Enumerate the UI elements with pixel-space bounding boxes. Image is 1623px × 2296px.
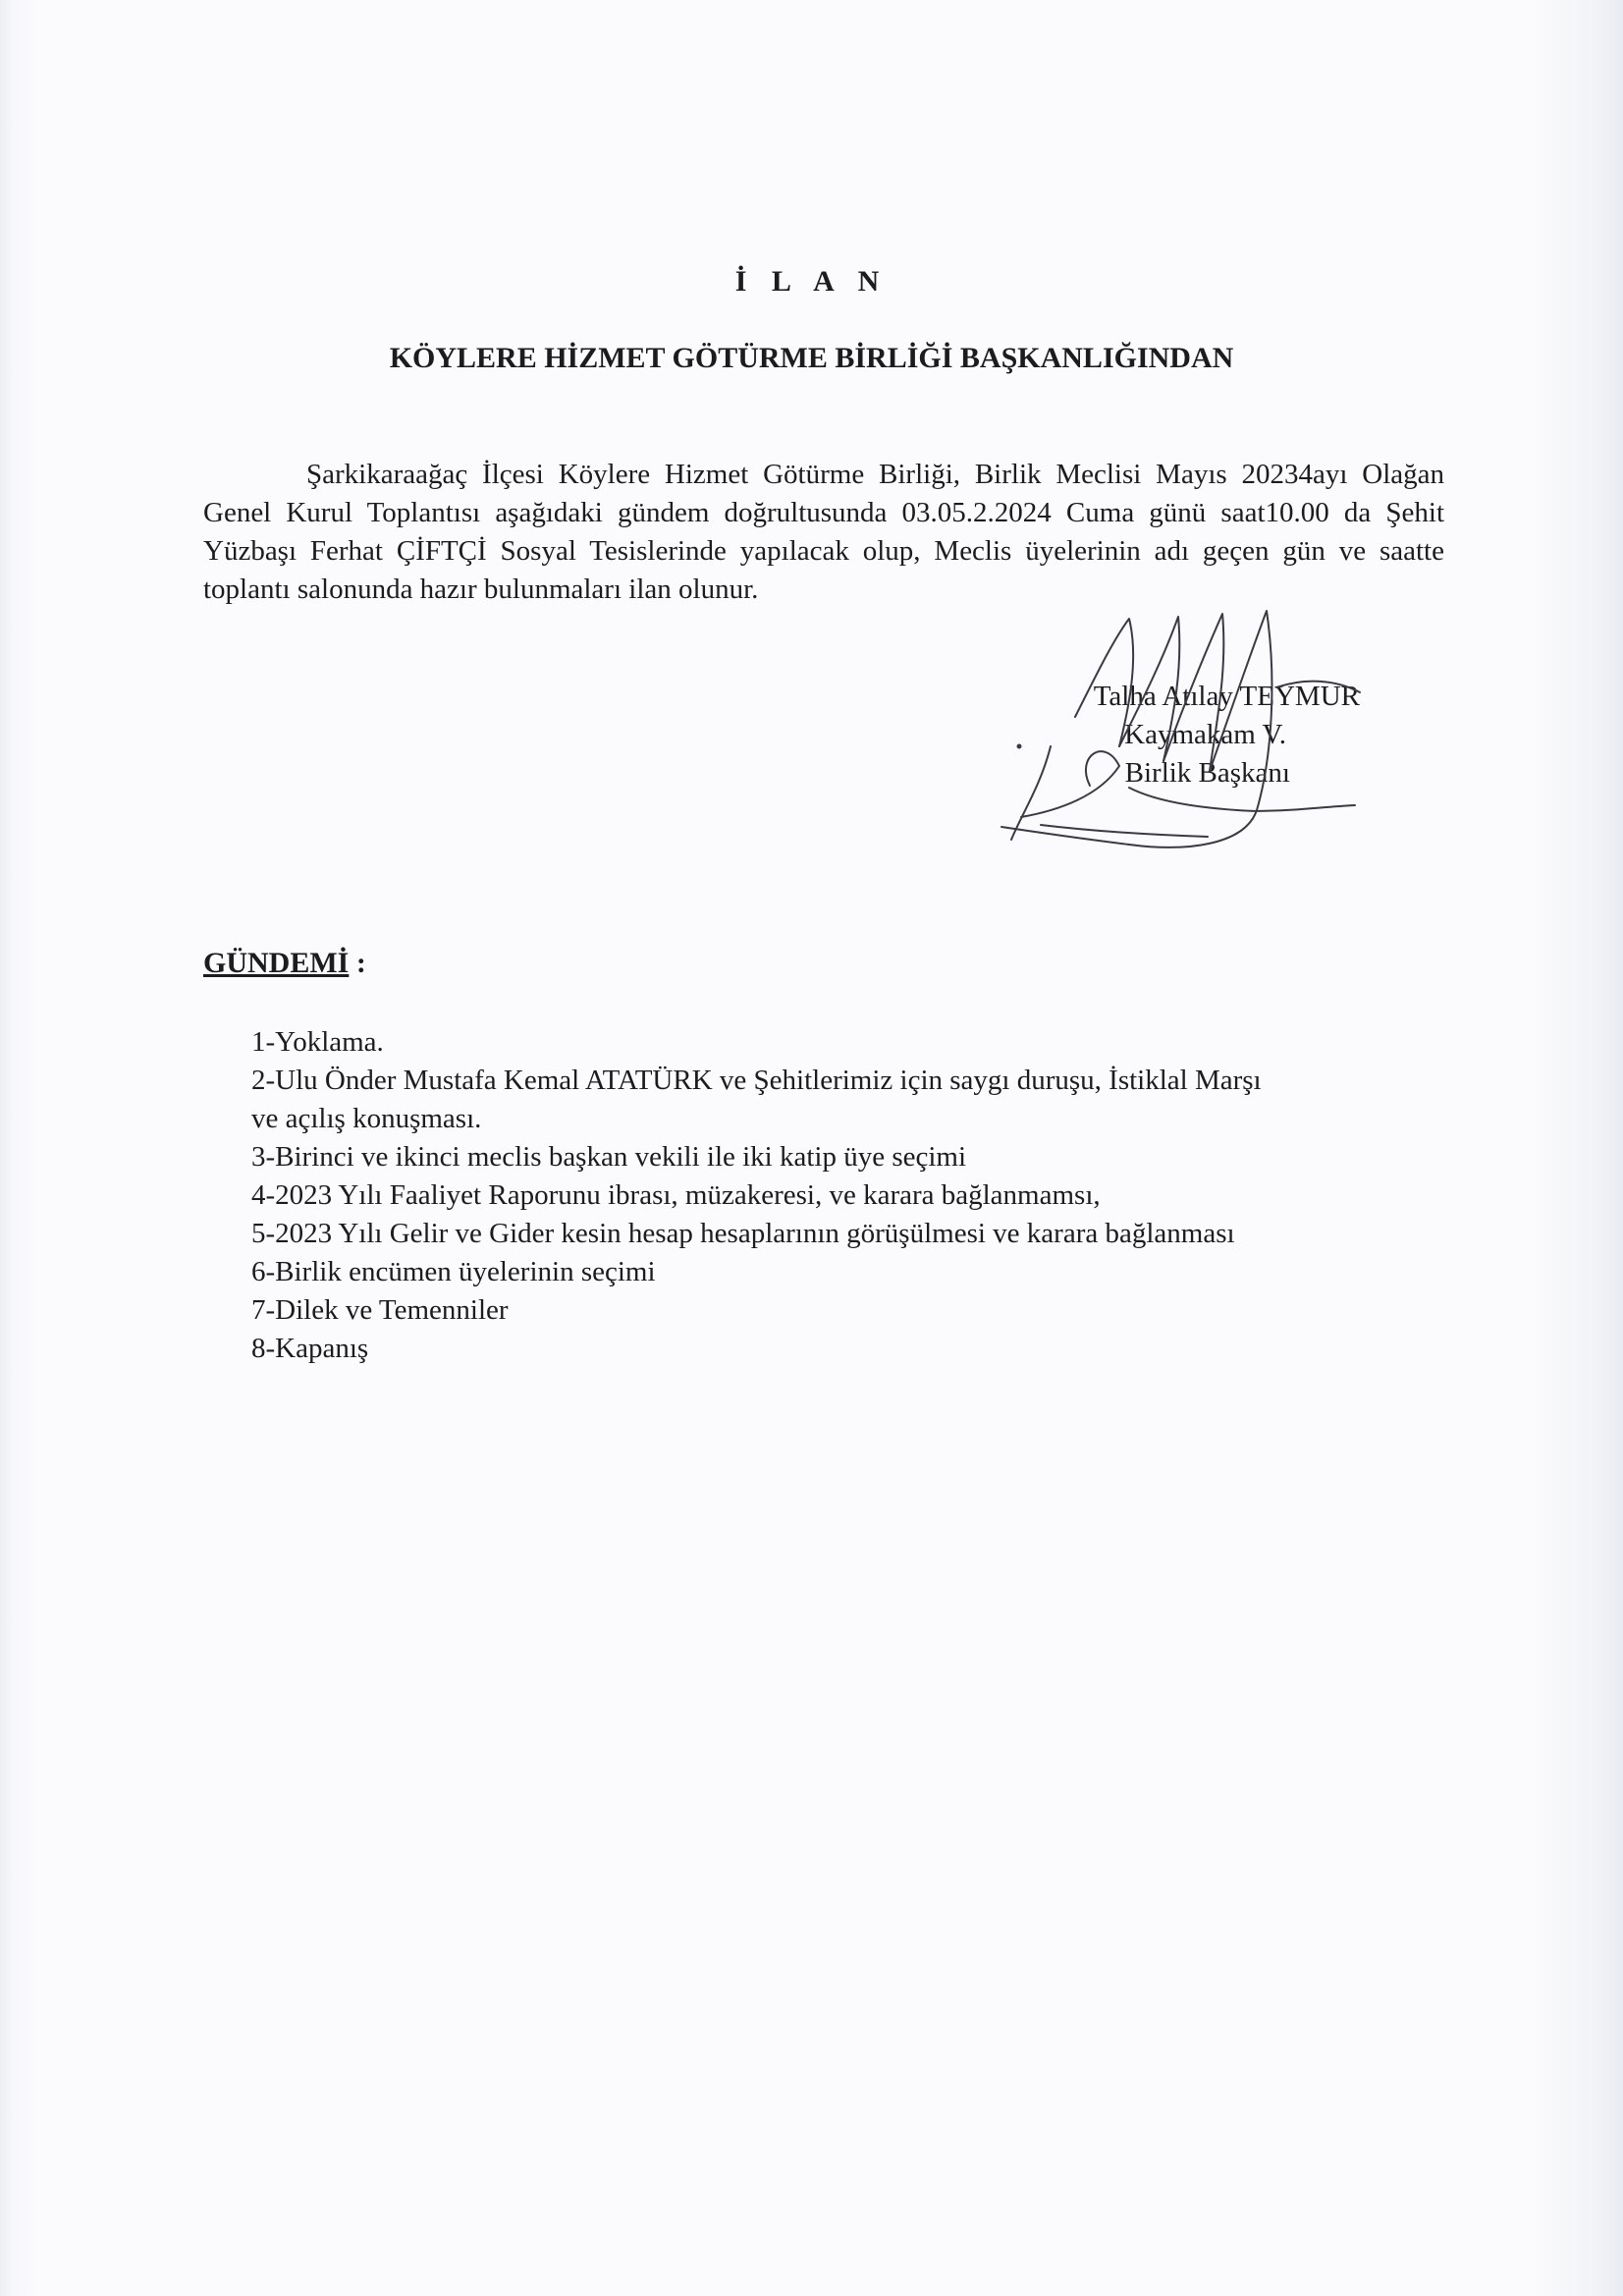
signature-block (982, 678, 1394, 793)
signatory-role: Birlik Başkanı (1124, 757, 1290, 789)
agenda-heading (203, 947, 366, 980)
announcement-paragraph: Şarkikaraağaç İlçesi Köylere Hizmet Götürme Birliği, Birlik Meclisi Mayıs 20234ayı Olağan Genel Kurul Toplantısı aşağıdaki gündem doğrultusunda 03.05.2.2024 Cuma günü saat10.00 da Şehit Yüzbaşı Ferhat ÇİFTÇİ Sosyal Tesislerinde yapılacak olup, Meclis üyelerinin adı geçen gün ve saatte toplantı salonunda hazır bulunmaları ilan olunur. (203, 459, 1444, 605)
agenda-item: 3-Birinci ve ikinci meclis başkan vekili ile iki katip üye seçimi (251, 1141, 967, 1173)
agenda-item: 8-Kapanış (251, 1333, 369, 1364)
agenda-item: 4-2023 Yılı Faaliyet Raporunu ibrası, müzakeresi, ve karara bağlanmamsı, (251, 1179, 1101, 1211)
signatory-title: Kaymakam V. (1124, 719, 1286, 750)
document-title: İ L A N (734, 265, 889, 298)
agenda-item: 1-Yoklama. (251, 1026, 384, 1058)
agenda-item: 2-Ulu Önder Mustafa Kemal ATATÜRK ve Şehitlerimiz için saygı duruşu, İstiklal Marşı (251, 1065, 1262, 1096)
agenda-item: 5-2023 Yılı Gelir ve Gider kesin hesap hesaplarının görüşülmesi ve karara bağlanması (251, 1218, 1235, 1249)
agenda-title-suffix: : (349, 947, 366, 979)
agenda-item-continuation: ve açılış konuşması. (251, 1103, 482, 1134)
signatory-name: Talha Atılay TEYMUR (1093, 681, 1360, 712)
agenda-title: GÜNDEMİ (203, 947, 350, 979)
agenda-item: 6-Birlik encümen üyelerinin seçimi (251, 1256, 656, 1287)
organization-heading: KÖYLERE HİZMET GÖTÜRME BİRLİĞİ BAŞKANLIĞINDAN (389, 342, 1234, 374)
agenda-item: 7-Dilek ve Temenniler (251, 1294, 509, 1326)
agenda-list (251, 1023, 1479, 1368)
